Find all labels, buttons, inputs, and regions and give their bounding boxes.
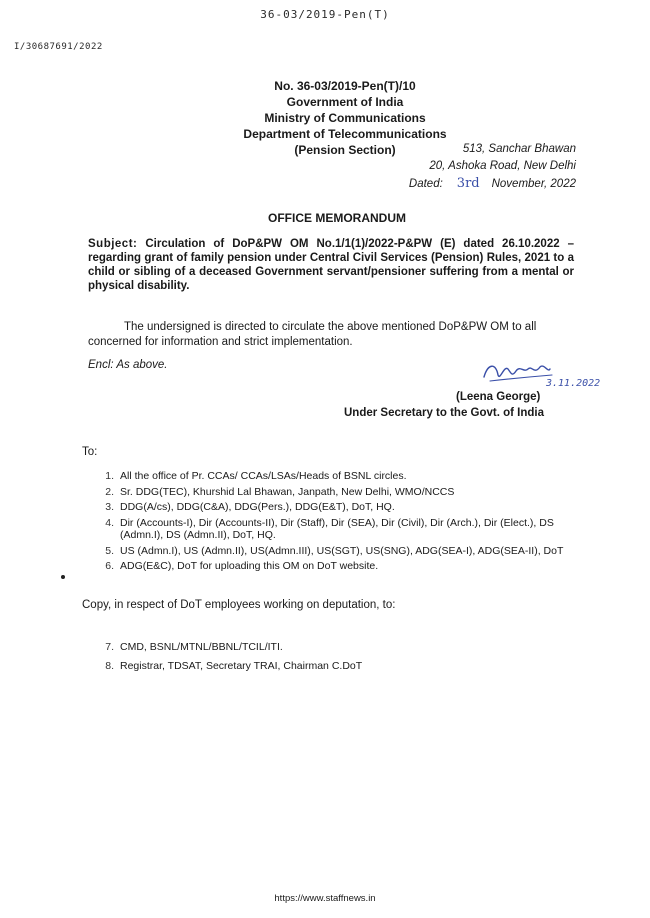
signature-image xyxy=(478,355,618,391)
list-item-number: 5. xyxy=(105,544,114,557)
list-item-text: DDG(A/cs), DDG(C&A), DDG(Pers.), DDG(E&T), DoT, HQ. xyxy=(120,501,395,513)
list-item-text: ADG(E&C), DoT for uploading this OM on DoT website. xyxy=(120,560,379,572)
list-item-text: All the office of Pr. CCAs/ CCAs/LSAs/Heads of BSNL circles. xyxy=(120,470,407,482)
file-number-top: 36-03/2019-Pen(T) xyxy=(260,8,390,21)
list-item-number: 3. xyxy=(105,501,114,513)
address-line-1: 513, Sanchar Bhawan xyxy=(462,143,576,155)
list-item-number: 1. xyxy=(105,470,114,482)
copy-label: Copy, in respect of DoT employees working on deputation, to: xyxy=(82,599,396,611)
list-item xyxy=(96,501,566,514)
list-item xyxy=(96,545,566,558)
list-item-number: 2. xyxy=(105,485,114,498)
copy-recipient-list xyxy=(96,641,566,679)
list-item xyxy=(96,486,566,499)
signatory-designation: Under Secretary to the Govt. of India xyxy=(344,407,545,419)
address-line-2: 20, Ashoka Road, New Delhi xyxy=(429,160,576,172)
government-name: Government of India xyxy=(286,95,404,109)
signatory-name: (Leena George) xyxy=(456,391,541,403)
signature-date: 3.11.2022 xyxy=(546,378,601,389)
list-item-number: 6. xyxy=(105,560,114,572)
list-item-text: CMD, BSNL/MTNL/BBNL/TCIL/ITI. xyxy=(120,641,283,653)
address-block xyxy=(409,141,576,193)
list-item-number: 8. xyxy=(105,660,114,672)
list-item xyxy=(96,470,566,483)
list-item-text: Sr. DDG(TEC), Khurshid Lal Bhawan, Janpath, New Delhi, WMO/NCCS xyxy=(120,485,455,498)
recipient-list xyxy=(96,470,566,576)
subject-paragraph xyxy=(88,237,574,293)
list-item-text: Registrar, TDSAT, Secretary TRAI, Chairman C.DoT xyxy=(120,660,363,672)
list-item-number: 7. xyxy=(105,641,114,653)
enclosure-note: Encl: As above. xyxy=(88,359,168,371)
ministry-name: Ministry of Communications xyxy=(264,111,426,125)
margin-dot-mark xyxy=(61,575,65,579)
list-item-number: 4. xyxy=(105,516,114,529)
memo-title: OFFICE MEMORANDUM xyxy=(268,211,406,225)
dated-line xyxy=(409,175,576,193)
date-month-year: November, 2022 xyxy=(491,178,576,190)
list-item xyxy=(96,517,566,542)
file-number-left: I/30687691/2022 xyxy=(14,42,103,52)
list-item-text: Dir (Accounts-I), Dir (Accounts-II), Dir (Staff), Dir (SEA), Dir (Civil), Dir (Arch.), Dir (Elect.), DS (Admn.I), DS (Admn.II), DoT, HQ. xyxy=(120,516,554,541)
list-item xyxy=(96,660,566,673)
to-label: To: xyxy=(82,446,98,458)
list-item xyxy=(96,560,566,573)
reference-number: No. 36-03/2019-Pen(T)/10 xyxy=(274,79,416,93)
subject-text: Circulation of DoP&PW OM No.1/1(1)/2022-P&PW (E) dated 26.10.2022 – regarding grant of family pension under Central Civil Services (Pension) Rules, 2021 to a child or sibling of a deceased Government servant/pensioner suffering from a mental or physical disability. xyxy=(88,238,574,292)
section-name: (Pension Section) xyxy=(294,143,396,157)
department-name: Department of Telecommunications xyxy=(243,127,447,141)
list-item-text: US (Admn.I), US (Admn.II), US(Admn.III), US(SGT), US(SNG), ADG(SEA-I), ADG(SEA-II), DoT xyxy=(120,544,564,557)
subject-label: Subject: xyxy=(88,238,138,250)
dated-label: Dated: xyxy=(408,178,443,190)
list-item xyxy=(96,641,566,654)
body-paragraph: The undersigned is directed to circulate the above mentioned DoP&PW OM to all concerned for information and strict implementation. xyxy=(88,321,537,348)
footer-url: https://www.staffnews.in xyxy=(274,893,376,904)
handwritten-date-day: 3rd xyxy=(456,176,480,191)
